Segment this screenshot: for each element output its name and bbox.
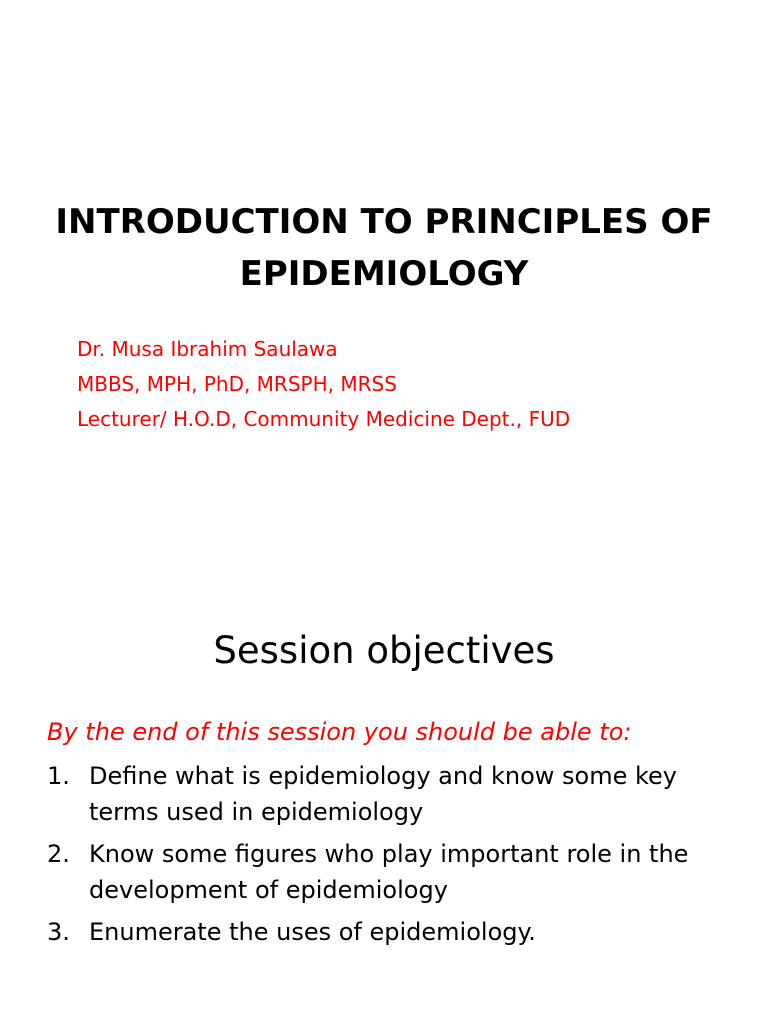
title-line-1: INTRODUCTION TO PRINCIPLES OF xyxy=(55,202,713,242)
objective-text: Enumerate the uses of epidemiology. xyxy=(89,918,536,946)
objectives-list xyxy=(47,758,727,956)
objective-item xyxy=(47,758,727,830)
objective-text: Define what is epidemiology and know some key terms used in epidemiology xyxy=(89,762,677,826)
objective-number: 3. xyxy=(47,918,70,946)
objectives-heading: Session objectives xyxy=(213,629,555,672)
author-position: Lecturer/ H.O.D, Community Medicine Dept., FUD xyxy=(77,407,571,431)
title-line-2: EPIDEMIOLOGY xyxy=(239,254,529,294)
objective-text: Know some figures who play important role in the development of epidemiology xyxy=(89,840,689,904)
author-block xyxy=(77,332,570,437)
objective-number: 2. xyxy=(47,840,70,868)
objectives-intro: By the end of this session you should be able to: xyxy=(47,718,632,746)
objective-item xyxy=(47,836,727,908)
objective-item xyxy=(47,914,727,950)
presentation-title xyxy=(40,196,728,300)
author-qualifications: MBBS, MPH, PhD, MRSPH, MRSS xyxy=(77,372,397,396)
author-name: Dr. Musa Ibrahim Saulawa xyxy=(77,337,338,361)
objectives-slide xyxy=(0,512,768,1024)
objective-number: 1. xyxy=(47,762,70,790)
